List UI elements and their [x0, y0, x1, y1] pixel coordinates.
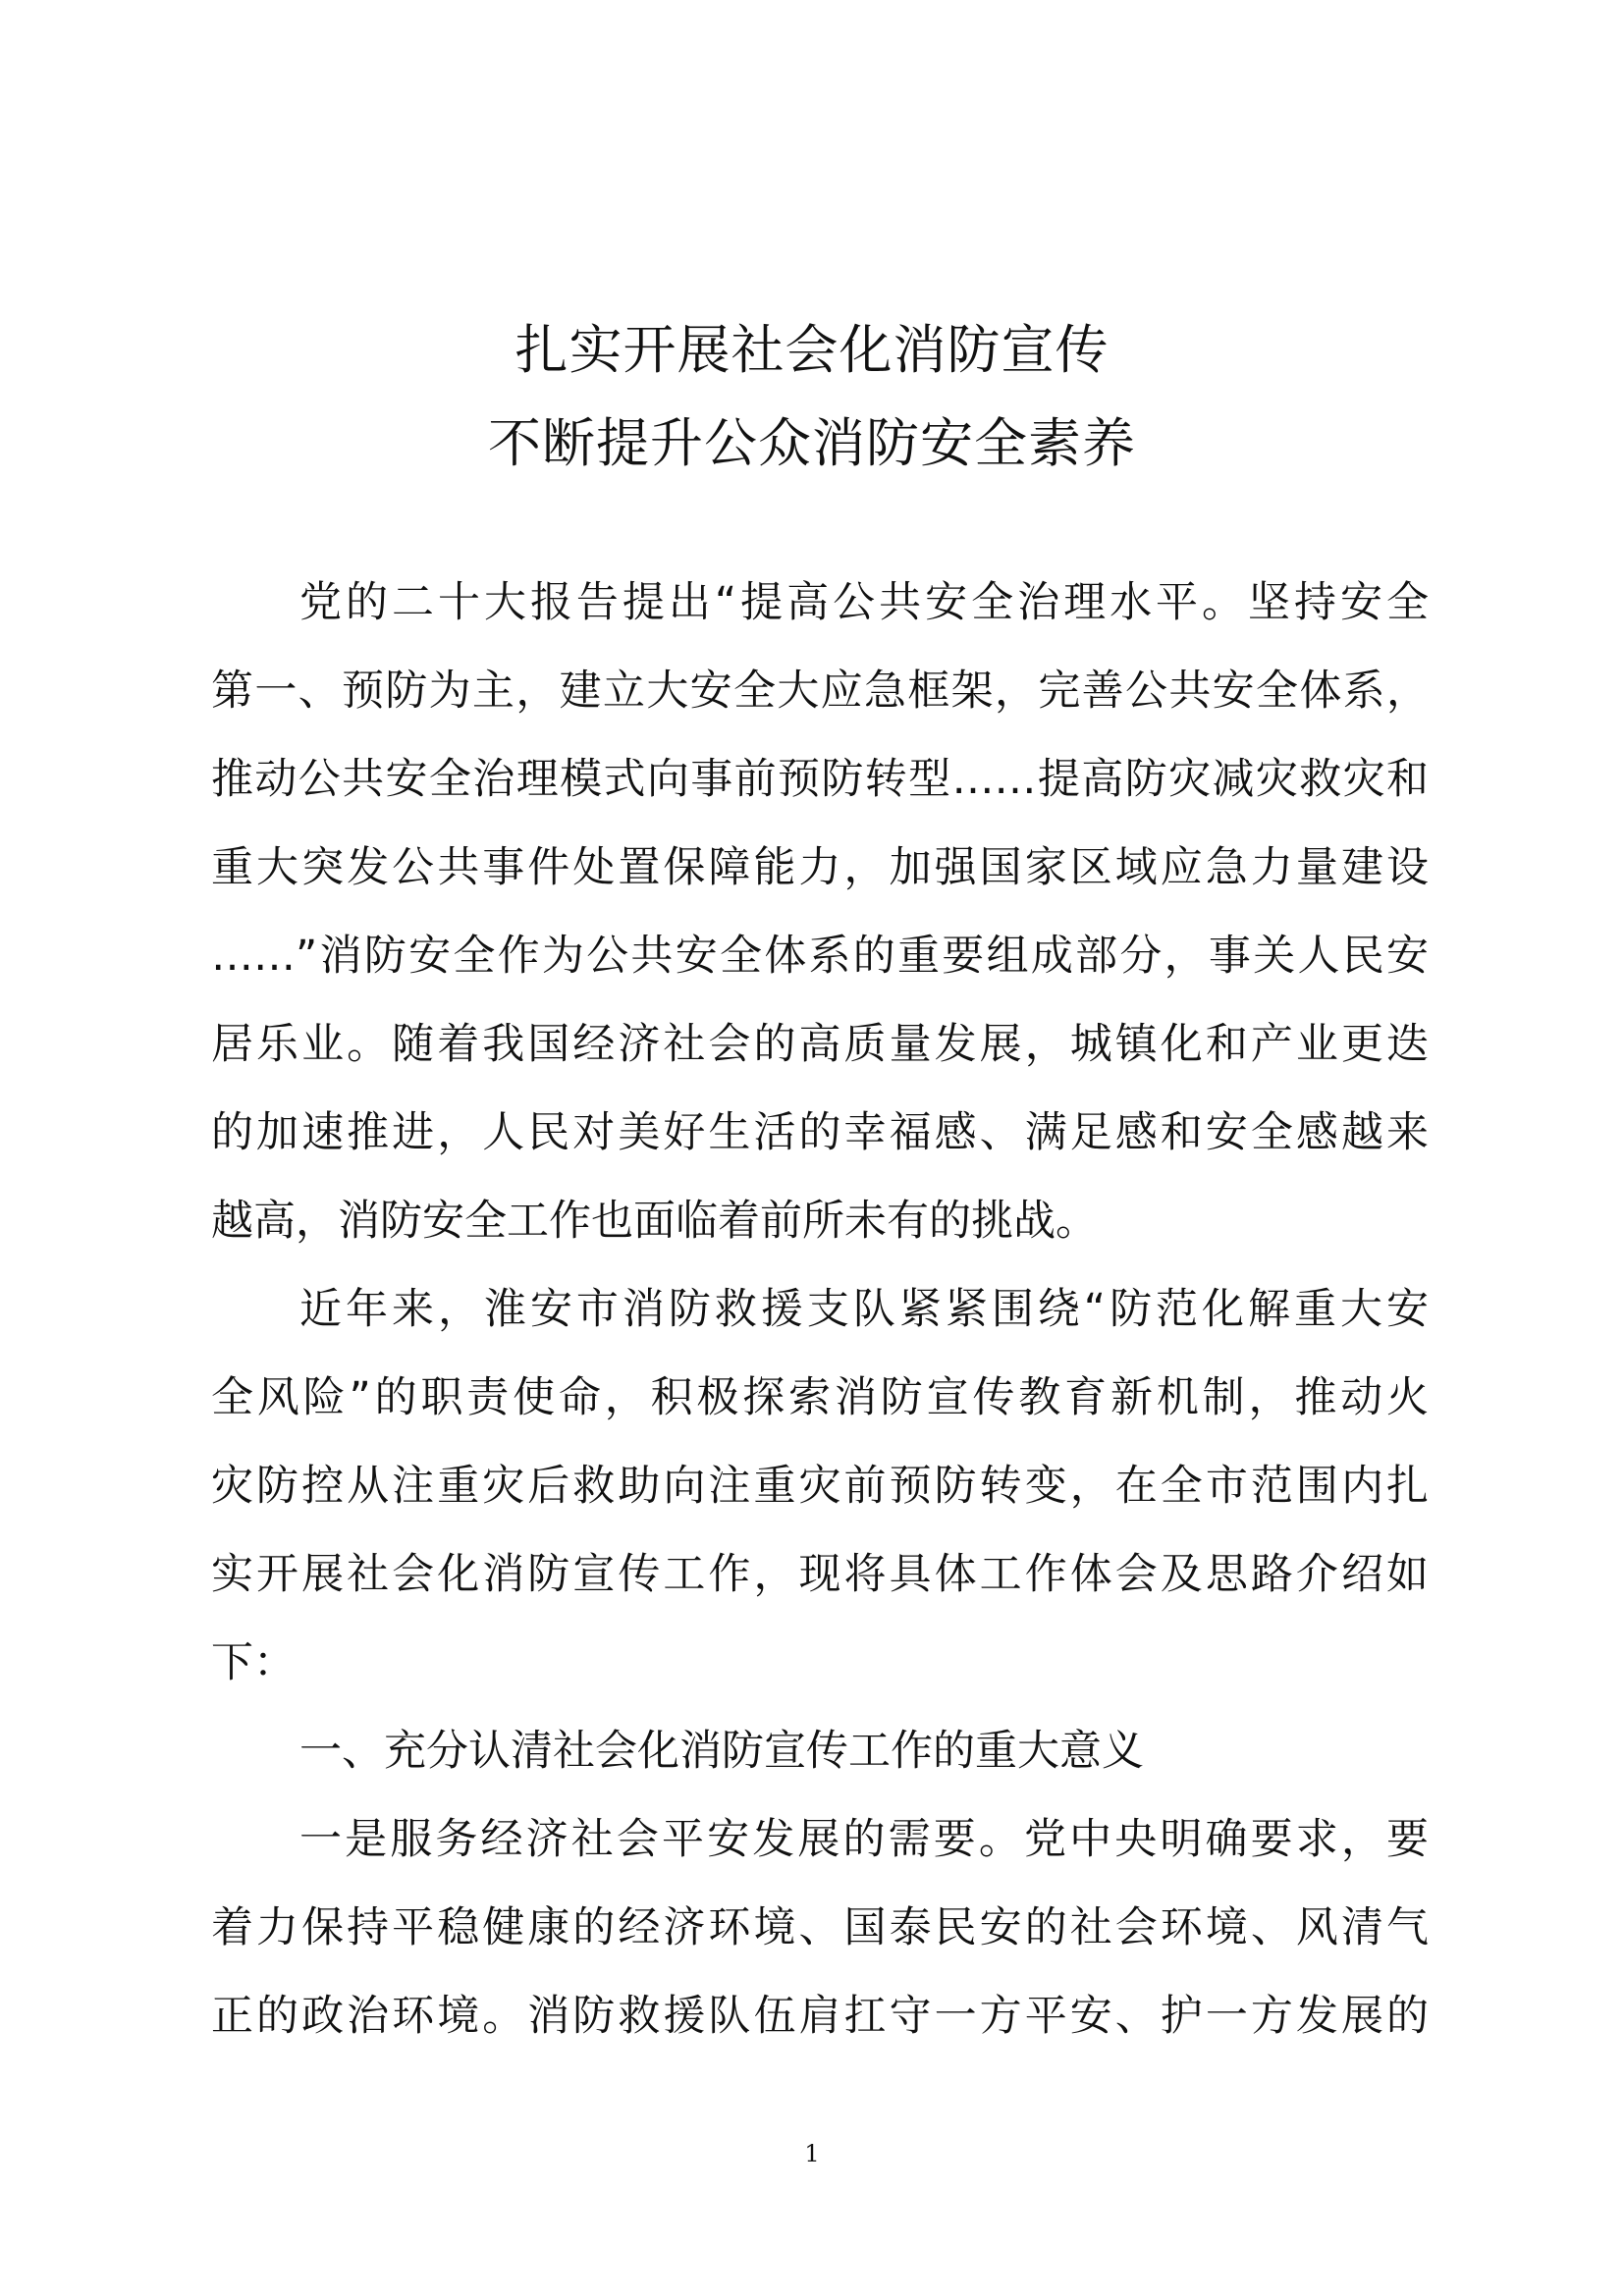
paragraph-1-line-4: 重大突发公共事件处置保障能力，加强国家区域应急力量建设: [211, 843, 1429, 892]
section-heading: 一、充分认清社会化消防宣传工作的重大意义: [299, 1727, 1144, 1776]
paragraph-1-line-2: 第一、预防为主，建立大安全大应急框架，完善公共安全体系，: [211, 667, 1429, 716]
paragraph-1-line-1: 党的二十大报告提出“提高公共安全治理水平。坚持安全: [299, 578, 1429, 627]
document-title-line-1: 扎实开展社会化消防宣传: [514, 319, 1110, 381]
paragraph-3-line-3: 正的政治环境。消防救援队伍肩扛守一方平安、护一方发展的: [211, 1992, 1429, 2041]
paragraph-1-line-3: 推动公共安全治理模式向事前预防转型……提高防灾减灾救灾和: [211, 755, 1429, 804]
paragraph-2-line-1: 近年来，淮安市消防救援支队紧紧围绕“防范化解重大安: [299, 1285, 1429, 1334]
paragraph-1-line-6: 居乐业。随着我国经济社会的高质量发展，城镇化和产业更迭: [211, 1020, 1429, 1069]
paragraph-2-line-2: 全风险”的职责使命，积极探索消防宣传教育新机制，推动火: [211, 1373, 1429, 1422]
paragraph-1-line-5: ……”消防安全作为公共安全体系的重要组成部分，事关人民安: [211, 932, 1429, 981]
page-number: 1: [804, 2140, 820, 2167]
paragraph-2-line-5: 下：: [211, 1638, 296, 1687]
paragraph-1-line-8: 越高，消防安全工作也面临着前所未有的挑战。: [211, 1197, 1098, 1246]
paragraph-2-line-3: 灾防控从注重灾后救助向注重灾前预防转变，在全市范围内扎: [211, 1462, 1429, 1511]
paragraph-3-line-1: 一是服务经济社会平安发展的需要。党中央明确要求，要: [299, 1815, 1429, 1864]
paragraph-3-line-2: 着力保持平稳健康的经济环境、国泰民安的社会环境、风清气: [211, 1903, 1429, 1952]
paragraph-2-line-4: 实开展社会化消防宣传工作，现将具体工作体会及思路介绍如: [211, 1550, 1429, 1599]
document-title-line-2: 不断提升公众消防安全素养: [488, 412, 1136, 474]
paragraph-1-line-7: 的加速推进，人民对美好生活的幸福感、满足感和安全感越来: [211, 1108, 1429, 1157]
